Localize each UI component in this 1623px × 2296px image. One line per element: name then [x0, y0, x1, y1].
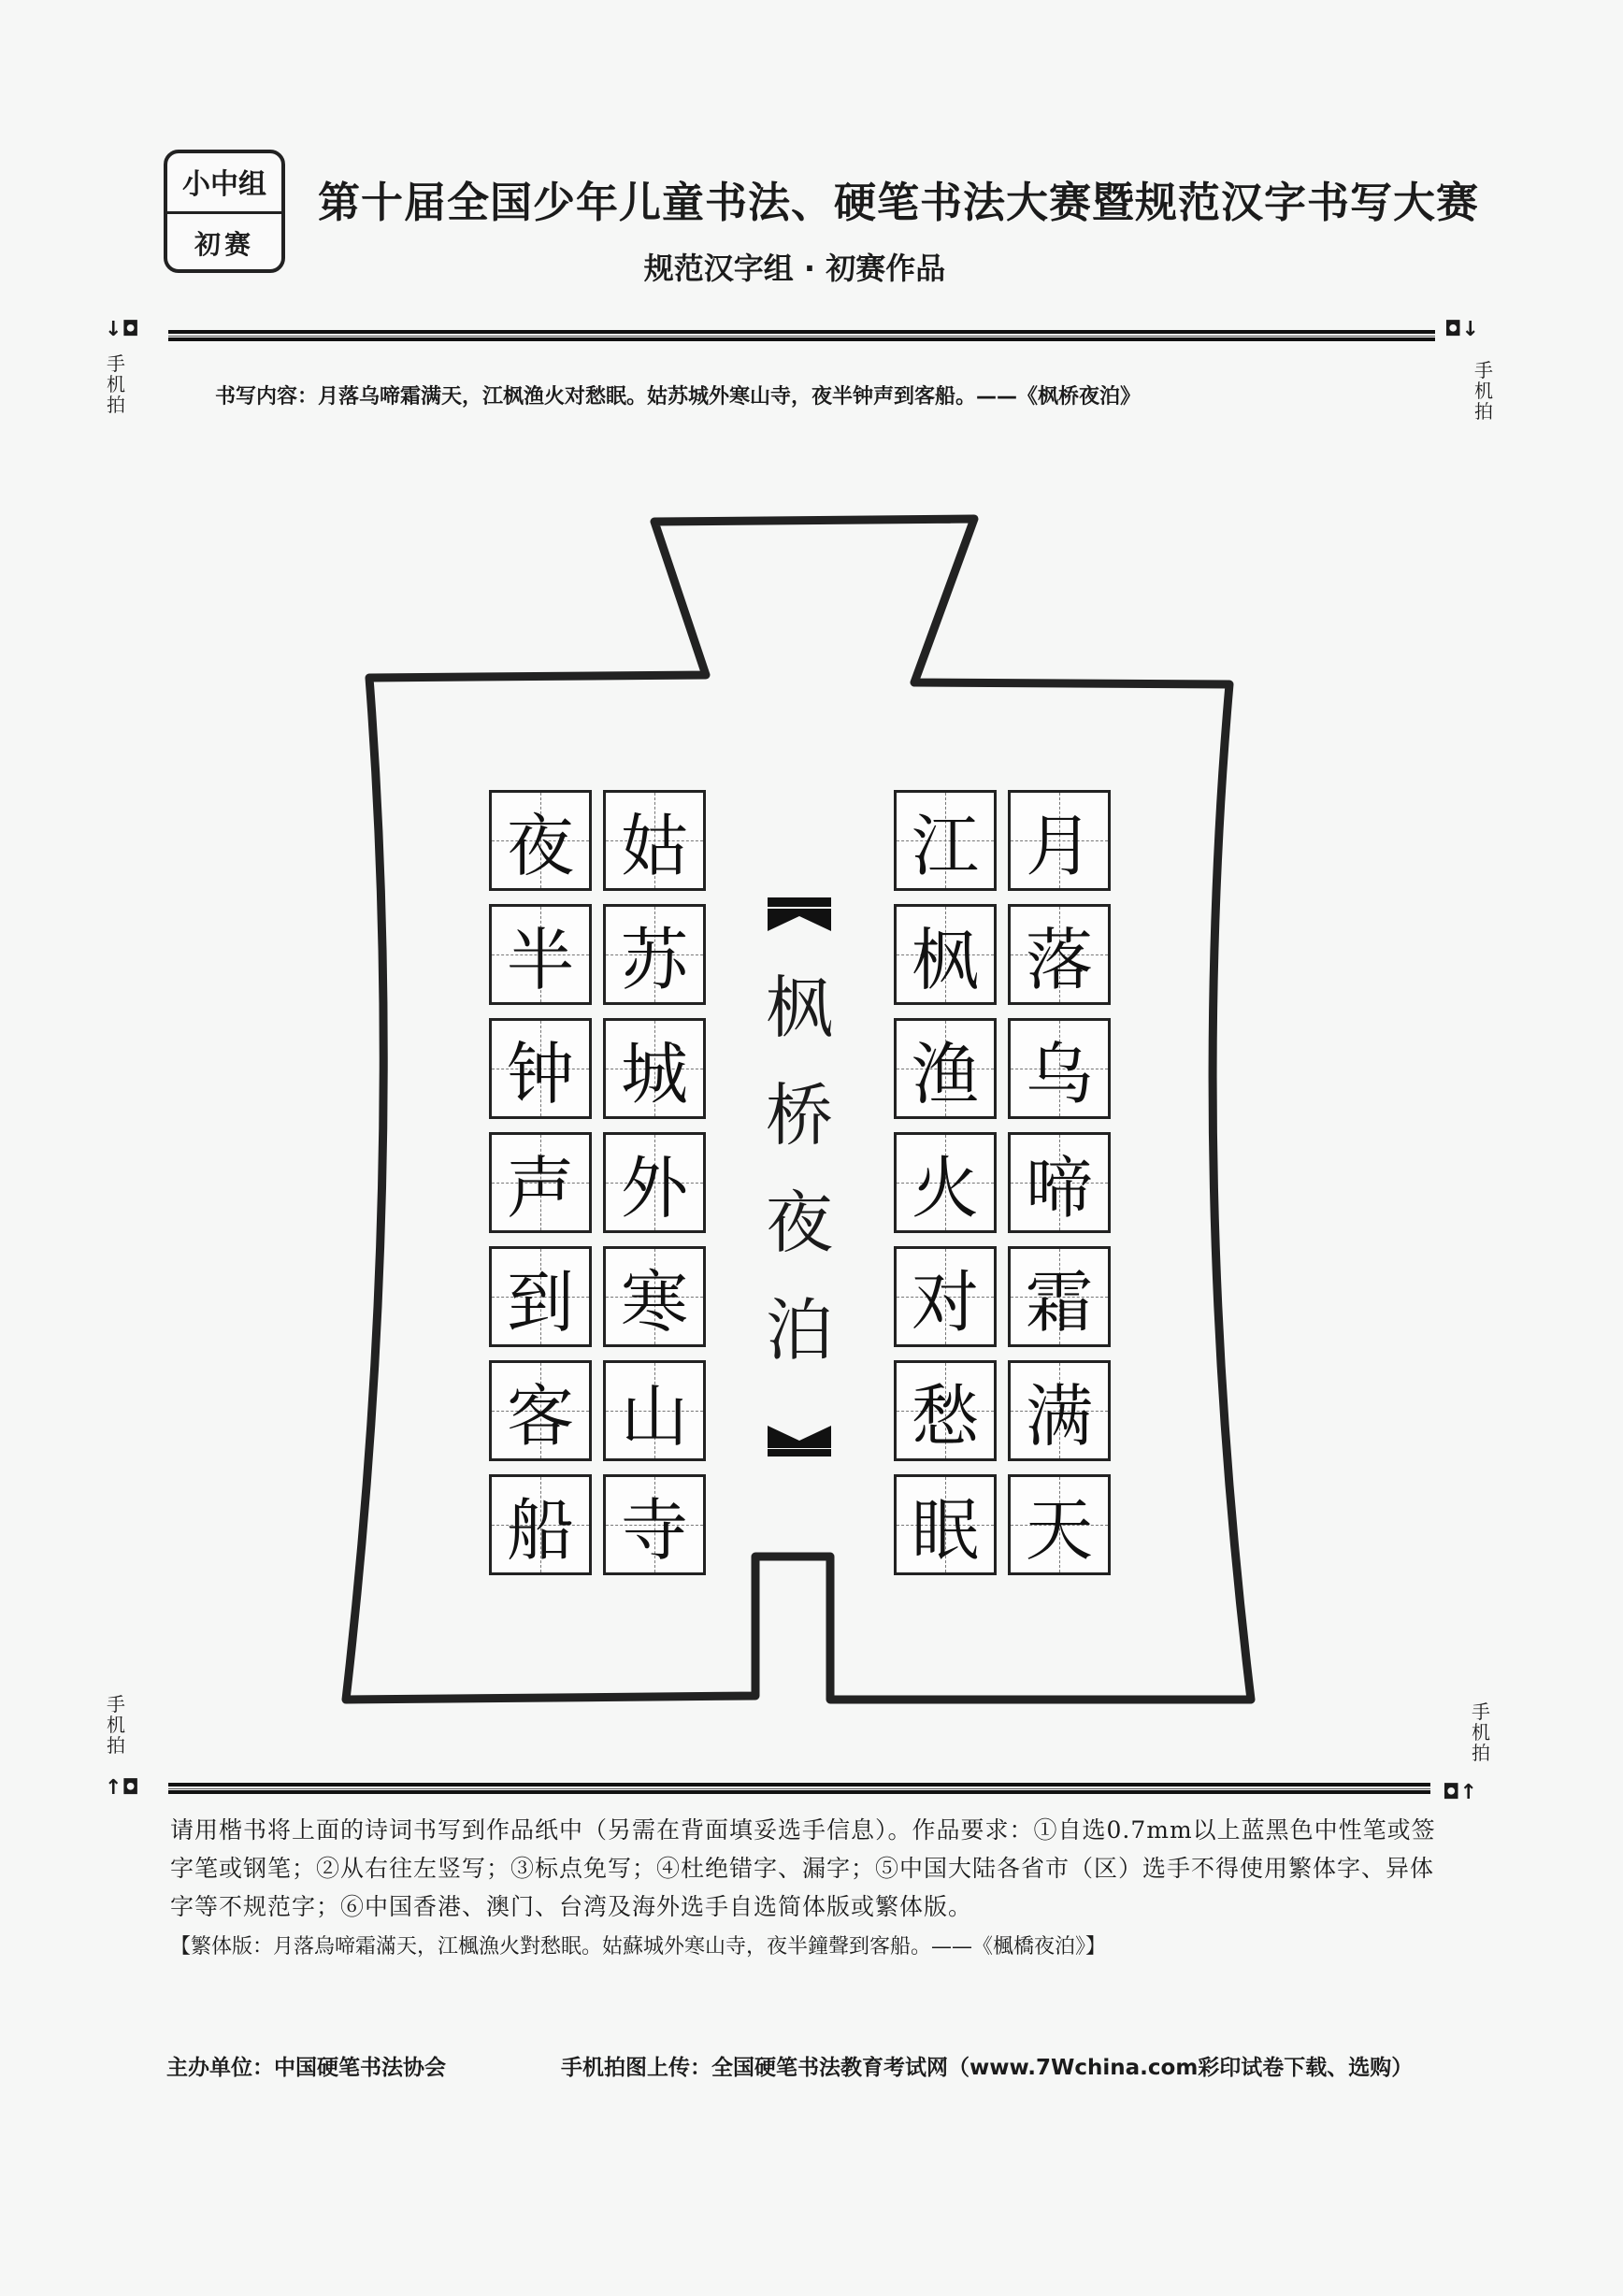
grid-character: 啼 [1025, 1149, 1093, 1227]
grid-character: 渔 [911, 1035, 979, 1113]
organizer: 主办单位：中国硬笔书法协会 [166, 2056, 446, 2080]
title-ornament-bottom-icon [768, 1426, 831, 1448]
grid-cell [1008, 1246, 1111, 1347]
grid-character: 满 [1025, 1377, 1093, 1456]
grid-character: 客 [506, 1377, 574, 1456]
grid-cell [894, 1246, 997, 1347]
grid-cell [1008, 1474, 1111, 1575]
instructions: 请用楷书将上面的诗词书写到作品纸中（另需在背面填妥选手信息）。作品要求：①自选0.7mm以上蓝黑色中性笔或签字笔或钢笔；②从右往左竖写；③标点免写；④杜绝错字、漏字；⑤中国大陆各省市（区）选手不得使用繁体字、异体字等不规范字；⑥中国香港、澳门、台湾及海外选手自选简体版或繁体版。 [170, 1816, 1436, 1920]
grid-character: 对 [911, 1263, 979, 1342]
grid-cell [489, 1246, 592, 1347]
grid-character: 乌 [1025, 1035, 1093, 1113]
grid-character: 落 [1025, 921, 1093, 999]
grid-cell [894, 1360, 997, 1461]
grid-character: 江 [911, 807, 979, 885]
writing-content: 书写内容：月落乌啼霜满天，江枫渔火对愁眠。姑苏城外寒山寺，夜半钟声到客船。——《枫桥夜泊》 [215, 385, 1142, 409]
grid-character: 火 [911, 1149, 979, 1227]
page-title: 第十届全国少年儿童书法、硬笔书法大赛暨规范汉字书写大赛 [318, 178, 1480, 227]
grid-cell [489, 904, 592, 1005]
grid-cell [894, 904, 997, 1005]
bottom-rule [168, 1783, 1430, 1794]
poem-title-char: 泊 [765, 1291, 833, 1370]
grid-cell [489, 1132, 592, 1233]
grid-character: 眠 [911, 1491, 979, 1570]
grid-cell [489, 1018, 592, 1119]
grid-character: 霜 [1025, 1263, 1093, 1342]
grid-cell [1008, 1018, 1111, 1119]
grid-cell [603, 1360, 706, 1461]
phone-photo-label: 手机拍 [107, 352, 125, 416]
camera-up-icon: ◘↑ [1443, 1781, 1477, 1804]
grid-character: 船 [506, 1491, 574, 1570]
grid-character: 天 [1025, 1491, 1093, 1570]
grid-character: 声 [506, 1149, 574, 1227]
grid-cell [603, 1474, 706, 1575]
grid-cell [894, 790, 997, 891]
grid-cell [894, 1474, 997, 1575]
grid-cell [489, 790, 592, 891]
phone-photo-label: 手机拍 [107, 1693, 125, 1757]
title-ornament-bottom [768, 1449, 831, 1457]
phone-photo-label: 手机拍 [1472, 1700, 1490, 1764]
camera-down-icon: ↓◘ [105, 318, 139, 341]
camera-up-icon: ↑◘ [105, 1776, 139, 1800]
title-ornament-top-icon [768, 909, 831, 931]
grid-cell [1008, 904, 1111, 1005]
grid-cell [603, 1246, 706, 1347]
poem-title-column [753, 897, 846, 1477]
stage-label: 初赛 [194, 229, 254, 260]
grid-cell [603, 790, 706, 891]
grid-character: 枫 [911, 921, 979, 999]
upload-info: 手机拍图上传：全国硬笔书法教育考试网（www.7Wchina.com彩印试卷下载、选购） [561, 2056, 1414, 2080]
grid-cell [1008, 790, 1111, 891]
poem-title-char: 桥 [765, 1076, 833, 1155]
grid-character: 钟 [506, 1035, 574, 1113]
grid-character: 寒 [620, 1263, 688, 1342]
grid-character: 月 [1025, 807, 1093, 885]
grid-character: 寺 [620, 1491, 688, 1570]
grid-cell [489, 1474, 592, 1575]
grid-character: 到 [506, 1263, 574, 1342]
grid-cell [1008, 1360, 1111, 1461]
phone-photo-label: 手机拍 [1474, 359, 1493, 423]
grid-cell [1008, 1132, 1111, 1233]
grid-character: 愁 [911, 1377, 979, 1456]
grid-cell [894, 1018, 997, 1119]
grid-cell [603, 1132, 706, 1233]
group-label: 小中组 [182, 168, 266, 201]
grid-character: 城 [620, 1035, 688, 1113]
grid-character: 苏 [620, 921, 688, 999]
grid-cell [489, 1360, 592, 1461]
grid-character: 山 [620, 1377, 688, 1456]
grid-cell [894, 1132, 997, 1233]
grid-character: 外 [620, 1149, 688, 1227]
page-subtitle: 规范汉字组 · 初赛作品 [643, 251, 946, 286]
grid-cell [603, 904, 706, 1005]
grid-character: 半 [506, 921, 574, 999]
grid-character: 夜 [506, 807, 574, 885]
grid-cell [603, 1018, 706, 1119]
grid-character: 姑 [620, 807, 688, 885]
poem-title-char: 枫 [765, 969, 833, 1047]
poem-title-char: 夜 [765, 1184, 833, 1262]
title-ornament-top [768, 897, 831, 907]
traditional-version: 【繁体版：月落烏啼霜滿天，江楓漁火對愁眠。姑蘇城外寒山寺，夜半鐘聲到客船。——《楓橋夜泊》】 [170, 1935, 1107, 1959]
camera-down-icon: ◘↓ [1444, 318, 1479, 341]
